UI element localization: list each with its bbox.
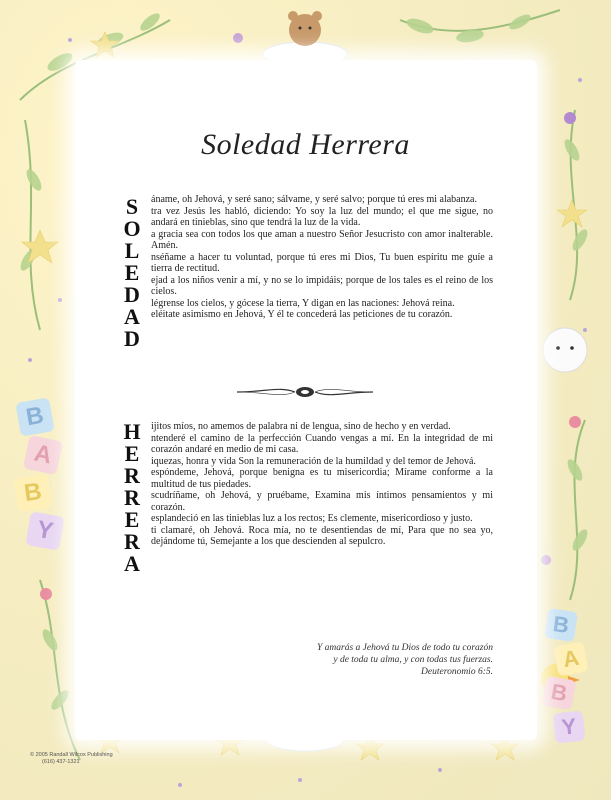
copyright-phone: (616) 437-1321 <box>42 759 80 765</box>
acrostic-letter: R <box>124 529 140 554</box>
acrostic-letter: R <box>124 463 140 488</box>
acrostic-letter: E <box>124 260 140 285</box>
block: Y <box>553 711 586 744</box>
small-star <box>68 38 72 42</box>
verse-line: ti clamaré, oh Jehová. Roca mía, no te desentiendas de mí, Para que no sea yo, dejándome tú, Semejante a los que descienden al sepulcro. <box>151 524 493 547</box>
leaf <box>570 527 591 553</box>
closing-verse-line: Y amarás a Jehová tu Dios de todo tu corazón <box>316 643 493 653</box>
vine-bottom-left <box>40 580 80 760</box>
acrostic-letter: D <box>124 326 140 351</box>
verse-line: espóndeme, Jehová, porque benigna es tu misericordia; Mírame conforme a la multitud de tus piedades. <box>151 467 493 490</box>
acrostic-letter: E <box>124 507 140 532</box>
star <box>557 200 587 227</box>
small-star <box>178 783 182 787</box>
acrostic-letter: H <box>123 419 141 444</box>
verse-line: tra vez Jesús les habló, diciendo: Yo soy la luz del mundo; el que me sigue, no andará en tinieblas, sino que tendrá la luz de la vida. <box>151 205 493 228</box>
leaf <box>507 12 533 33</box>
verse-line: áname, oh Jehová, y seré sano; sálvame, y seré salvo; porque tú eres mi alabanza. <box>151 194 477 205</box>
small-star <box>28 358 32 362</box>
acrostic-letters <box>121 421 143 575</box>
acrostic-letter: A <box>124 551 140 576</box>
verse-line: ejad a los niños venir a mí, y no se lo impidáis; porque de los tales es el reino de los cielos. <box>151 274 493 297</box>
flower <box>564 112 576 124</box>
closing-verse <box>317 642 493 678</box>
closing-verse-line: y de toda tu alma, y con todas tus fuerzas. <box>333 655 493 665</box>
page-title: Soledad Herrera <box>201 128 410 161</box>
first-name-acrostic <box>121 194 493 364</box>
vine-right-lower <box>570 420 585 600</box>
verse-line: légrense los cielos, y gócese la tierra, Y digan en las naciones: Jehová reina. <box>151 297 455 309</box>
acrostic-letters <box>121 196 143 350</box>
flower <box>541 555 551 565</box>
block: A <box>554 642 589 677</box>
verse-line: ijitos míos, no amemos de palabra ni de lengua, sino de hecho y en verdad. <box>151 421 451 432</box>
verse-line: ntenderé el camino de la perfección Cuando vengas a mí. En la integridad de mi corazón andaré en medio de mi casa. <box>151 432 493 455</box>
leaf <box>24 167 45 193</box>
acrostic-letter: D <box>124 282 140 307</box>
block: B <box>542 676 577 711</box>
ornamental-divider <box>235 384 375 400</box>
verse-line: nséñame a hacer tu voluntad, porque tú eres mi Dios, Tu buen espíritu me guíe a tierra de rectitud. <box>151 251 493 274</box>
leaf <box>40 627 61 653</box>
bear-top-icon <box>288 11 322 46</box>
block: B <box>14 474 52 512</box>
verse-line: a gracia sea con todos los que aman a nuestro Señor Jesucristo con amor inalterable. Amén. <box>151 228 493 251</box>
acrostic-letter: R <box>124 485 140 510</box>
small-star <box>583 328 587 332</box>
content-panel <box>75 60 537 740</box>
copyright-notice <box>30 752 113 766</box>
verse-line: esplandeció en las tinieblas luz a los rectos; Es clemente, misericordioso y justo. <box>151 513 473 524</box>
closing-verse-reference: Deuteronomio 6:5. <box>421 667 493 677</box>
block: B <box>15 397 54 436</box>
acrostic-letter: A <box>124 304 140 329</box>
baby-blocks-left <box>10 400 70 560</box>
acrostic-letter: L <box>124 238 140 263</box>
acrostic-letter: S <box>125 194 139 219</box>
small-star <box>438 768 442 772</box>
acrostic-letter: O <box>123 216 141 241</box>
verse-lines <box>151 421 493 548</box>
small-star <box>298 778 302 782</box>
small-star <box>578 78 582 82</box>
baby-blocks-right <box>538 610 598 760</box>
verse-line: eléitate asimismo en Jehová, Y él te concederá las peticiones de tu corazón. <box>151 309 453 320</box>
copyright-line: © 2005 Randall Wilcox Publishing <box>30 752 113 758</box>
flower <box>40 588 52 600</box>
acrostic-letter: E <box>124 441 140 466</box>
verse-lines <box>151 194 493 321</box>
block: A <box>23 435 63 475</box>
small-star <box>58 298 62 302</box>
leaf <box>405 16 435 37</box>
flower <box>233 33 243 43</box>
puppy-right-icon <box>543 328 587 372</box>
verse-line: iquezas, honra y vida Son la remuneración de la humildad y del temor de Jehová. <box>151 455 476 467</box>
verse-line: scudríñame, oh Jehová, y pruébame, Examina mis íntimos pensamientos y mi corazón. <box>151 490 493 513</box>
block: B <box>544 608 578 642</box>
leaf <box>570 227 591 253</box>
flower <box>569 416 581 428</box>
last-name-acrostic <box>121 421 493 591</box>
block: Y <box>25 511 64 550</box>
